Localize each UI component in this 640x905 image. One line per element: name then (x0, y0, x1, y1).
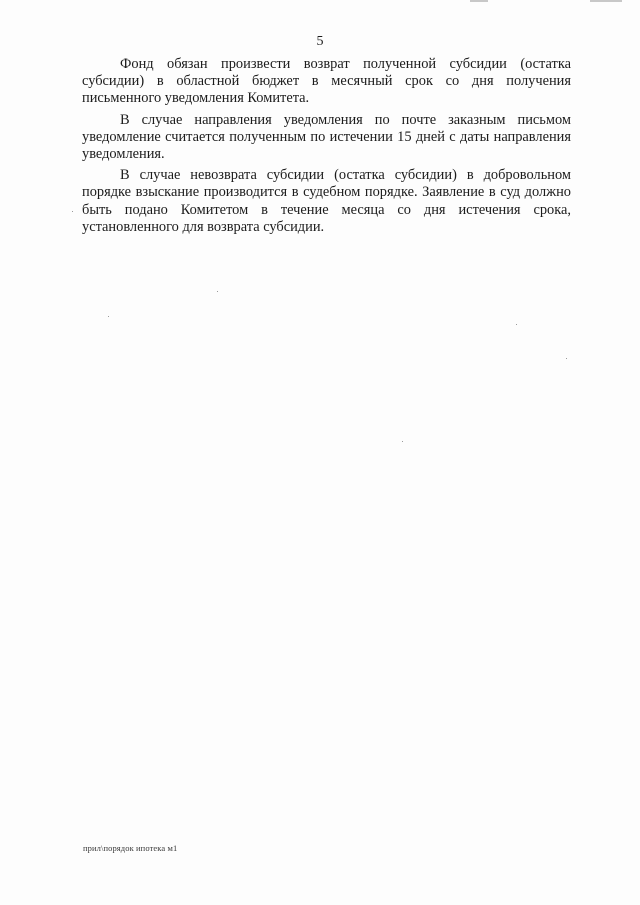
scan-speck (72, 211, 73, 212)
scan-artifact (590, 0, 622, 2)
paragraph: В случае невозврата субсидии (остатка субсидии) в добровольном порядке взыскание производится в судебном порядке. Заявление в суд должно быть подано Комитетом в течение месяца со дня истечения срока, установленного для возврата субсидии. (82, 167, 571, 235)
scan-speck (516, 324, 517, 325)
scan-speck (402, 441, 403, 442)
file-reference-footer: прил\порядок ипотека м1 (83, 843, 178, 853)
page-number: 5 (316, 34, 324, 49)
paragraph: В случае направления уведомления по почте заказным письмом уведомление считается полученным по истечении 15 дней с даты направления уведомления. (82, 111, 571, 163)
scan-artifact (470, 0, 488, 2)
scan-speck (108, 316, 109, 317)
document-body (82, 56, 571, 240)
scan-speck (566, 358, 567, 359)
paragraph: Фонд обязан произвести возврат полученной субсидии (остатка субсидии) в областной бюджет в месячный срок со дня получения письменного уведомления Комитета. (82, 56, 571, 107)
scan-speck (217, 291, 218, 292)
